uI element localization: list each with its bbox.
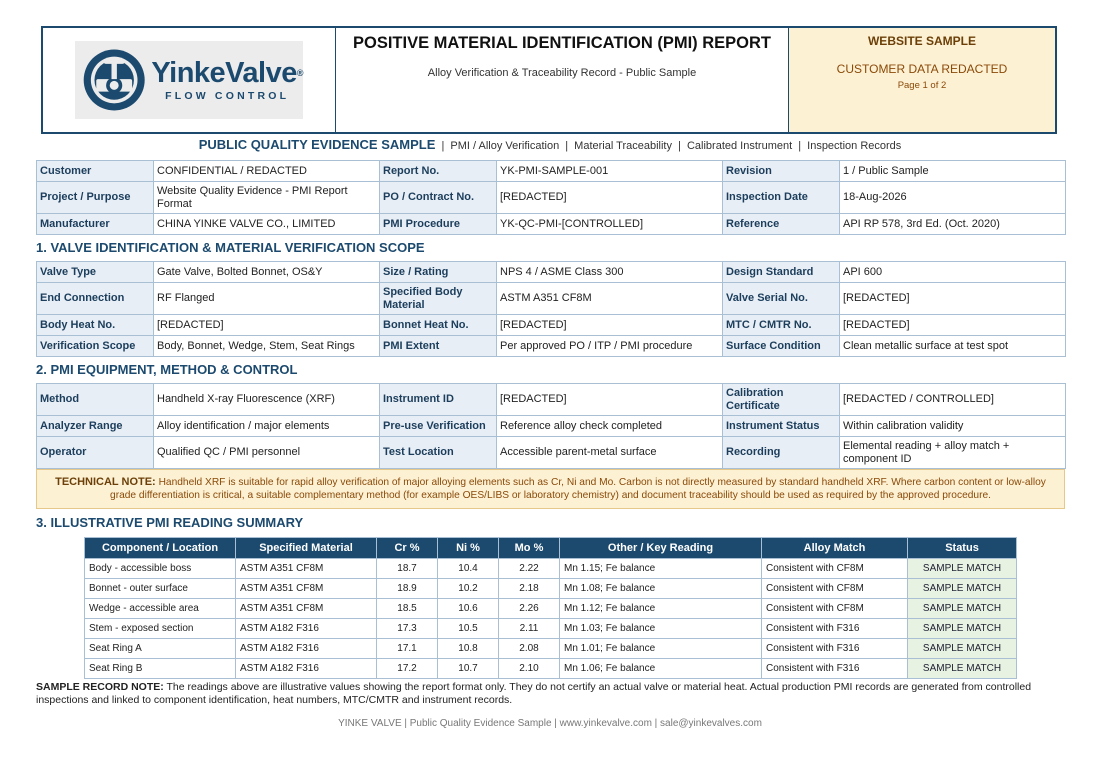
technical-note xyxy=(36,469,1065,509)
column-header: Status xyxy=(908,538,1017,559)
status-badge: SAMPLE MATCH xyxy=(908,659,1017,679)
sample-status-cell xyxy=(789,28,1055,132)
report-info-table xyxy=(36,160,1066,235)
column-header: Specified Material xyxy=(236,538,377,559)
column-header: Ni % xyxy=(438,538,499,559)
banner-item: Inspection Records xyxy=(807,140,902,152)
section-1-title: 1. VALVE IDENTIFICATION & MATERIAL VERIFICATION SCOPE xyxy=(36,240,425,255)
column-header: Alloy Match xyxy=(762,538,908,559)
sample-record-note-label: SAMPLE RECORD NOTE: xyxy=(36,681,164,693)
pmi-reading-table xyxy=(84,537,1017,679)
logo-wordmark: YinkeValve® xyxy=(151,57,303,89)
pmi-equipment-table xyxy=(36,383,1066,469)
company-logo xyxy=(75,41,303,119)
evidence-banner: PUBLIC QUALITY EVIDENCE SAMPLE | PMI / Alloy Verification | Material Traceability | Calibrated Instrument | Inspection Records xyxy=(198,137,902,152)
status-badge: SAMPLE MATCH xyxy=(908,599,1017,619)
column-header: Other / Key Reading xyxy=(560,538,762,559)
table-row: Stem - exposed section ASTM A182 F316 17.3 10.5 2.11 Mn 1.03; Fe balance Consistent with F316 SAMPLE MATCH xyxy=(85,619,1017,639)
banner-item: Material Traceability xyxy=(574,140,672,152)
valve-logo-icon xyxy=(81,43,147,117)
sample-record-note-text: The readings above are illustrative values showing the report format only. They do not certify an actual valve or material heat. Actual production PMI records are generated from controlled inspections and linked to component identification, heat numbers, MTC/CMTR and instrument records. xyxy=(36,681,1032,706)
title-cell xyxy=(336,28,789,132)
logo-cell xyxy=(43,28,336,132)
status-badge: SAMPLE MATCH xyxy=(908,559,1017,579)
table-row: Body Heat No. [REDACTED] Bonnet Heat No. [REDACTED] MTC / CMTR No. [REDACTED] xyxy=(37,315,1066,336)
table-row: Analyzer Range Alloy identification / major elements Pre-use Verification Reference alloy check completed Instrument Status Within calibration validity xyxy=(37,416,1066,437)
customer-redacted-label: CUSTOMER DATA REDACTED xyxy=(836,62,1008,76)
section-3-title: 3. ILLUSTRATIVE PMI READING SUMMARY xyxy=(36,515,304,530)
table-row: Project / Purpose Website Quality Evidence - PMI Report Format PO / Contract No. [REDACTED] Inspection Date 18-Aug-2026 xyxy=(37,182,1066,214)
table-row: Operator Qualified QC / PMI personnel Test Location Accessible parent-metal surface Recording Elemental reading + alloy match + component ID xyxy=(37,437,1066,469)
technical-note-text: Handheld XRF is suitable for rapid alloy verification of major alloying elements such as Cr, Ni and Mo. Carbon is not directly measured by standard handheld XRF. Where carbon content or low-alloy grade differentiation is critical, a suitable complementary method (for example OES/LIBS or laboratory chemistry) and document traceability should be used as required by the approved procedure. xyxy=(110,477,1046,501)
column-header: Component / Location xyxy=(85,538,236,559)
table-row: Manufacturer CHINA YINKE VALVE CO., LIMITED PMI Procedure YK-QC-PMI-[CONTROLLED] Reference API RP 578, 3rd Ed. (Oct. 2020) xyxy=(37,214,1066,235)
website-sample-label: WEBSITE SAMPLE xyxy=(867,34,976,48)
table-row: Customer CONFIDENTIAL / REDACTED Report No. YK-PMI-SAMPLE-001 Revision 1 / Public Sample xyxy=(37,161,1066,182)
sample-record-note xyxy=(36,681,1065,707)
column-header: Cr % xyxy=(377,538,438,559)
status-badge: SAMPLE MATCH xyxy=(908,639,1017,659)
section-2-title: 2. PMI EQUIPMENT, METHOD & CONTROL xyxy=(36,362,298,377)
table-row: Seat Ring B ASTM A182 F316 17.2 10.7 2.10 Mn 1.06; Fe balance Consistent with F316 SAMPLE MATCH xyxy=(85,659,1017,679)
table-row: Verification Scope Body, Bonnet, Wedge, Stem, Seat Rings PMI Extent Per approved PO / ITP / PMI procedure Surface Condition Clean metallic surface at test spot xyxy=(37,336,1066,357)
logo-tagline: FLOW CONTROL xyxy=(165,90,290,102)
page-number: Page 1 of 2 xyxy=(897,80,947,91)
valve-identification-table xyxy=(36,261,1066,357)
column-header: Mo % xyxy=(499,538,560,559)
table-header-row xyxy=(85,538,1017,559)
status-badge: SAMPLE MATCH xyxy=(908,579,1017,599)
table-row: Wedge - accessible area ASTM A351 CF8M 18.5 10.6 2.26 Mn 1.12; Fe balance Consistent with CF8M SAMPLE MATCH xyxy=(85,599,1017,619)
report-title: POSITIVE MATERIAL IDENTIFICATION (PMI) REPORT xyxy=(352,34,771,52)
page-footer: YINKE VALVE | Public Quality Evidence Sample | www.yinkevalve.com | sale@yinkevalves.com xyxy=(338,718,762,729)
table-row: Seat Ring A ASTM A182 F316 17.1 10.8 2.08 Mn 1.01; Fe balance Consistent with F316 SAMPLE MATCH xyxy=(85,639,1017,659)
status-badge: SAMPLE MATCH xyxy=(908,619,1017,639)
banner-item: PMI / Alloy Verification xyxy=(450,140,560,152)
table-row: Bonnet - outer surface ASTM A351 CF8M 18.9 10.2 2.18 Mn 1.08; Fe balance Consistent with CF8M SAMPLE MATCH xyxy=(85,579,1017,599)
report-header xyxy=(41,26,1057,134)
table-row: Body - accessible boss ASTM A351 CF8M 18.7 10.4 2.22 Mn 1.15; Fe balance Consistent with CF8M SAMPLE MATCH xyxy=(85,559,1017,579)
table-row: End Connection RF Flanged Specified Body Material ASTM A351 CF8M Valve Serial No. [REDACTED] xyxy=(37,283,1066,315)
table-row: Valve Type Gate Valve, Bolted Bonnet, OS&Y Size / Rating NPS 4 / ASME Class 300 Design Standard API 600 xyxy=(37,262,1066,283)
table-row: Method Handheld X-ray Fluorescence (XRF) Instrument ID [REDACTED] Calibration Certificate [REDACTED / CONTROLLED] xyxy=(37,384,1066,416)
banner-item: Calibrated Instrument xyxy=(686,140,793,152)
banner-lead: PUBLIC QUALITY EVIDENCE SAMPLE xyxy=(198,137,436,152)
report-subtitle: Alloy Verification & Traceability Record - Public Sample xyxy=(427,67,697,79)
technical-note-label: TECHNICAL NOTE: xyxy=(55,476,156,488)
